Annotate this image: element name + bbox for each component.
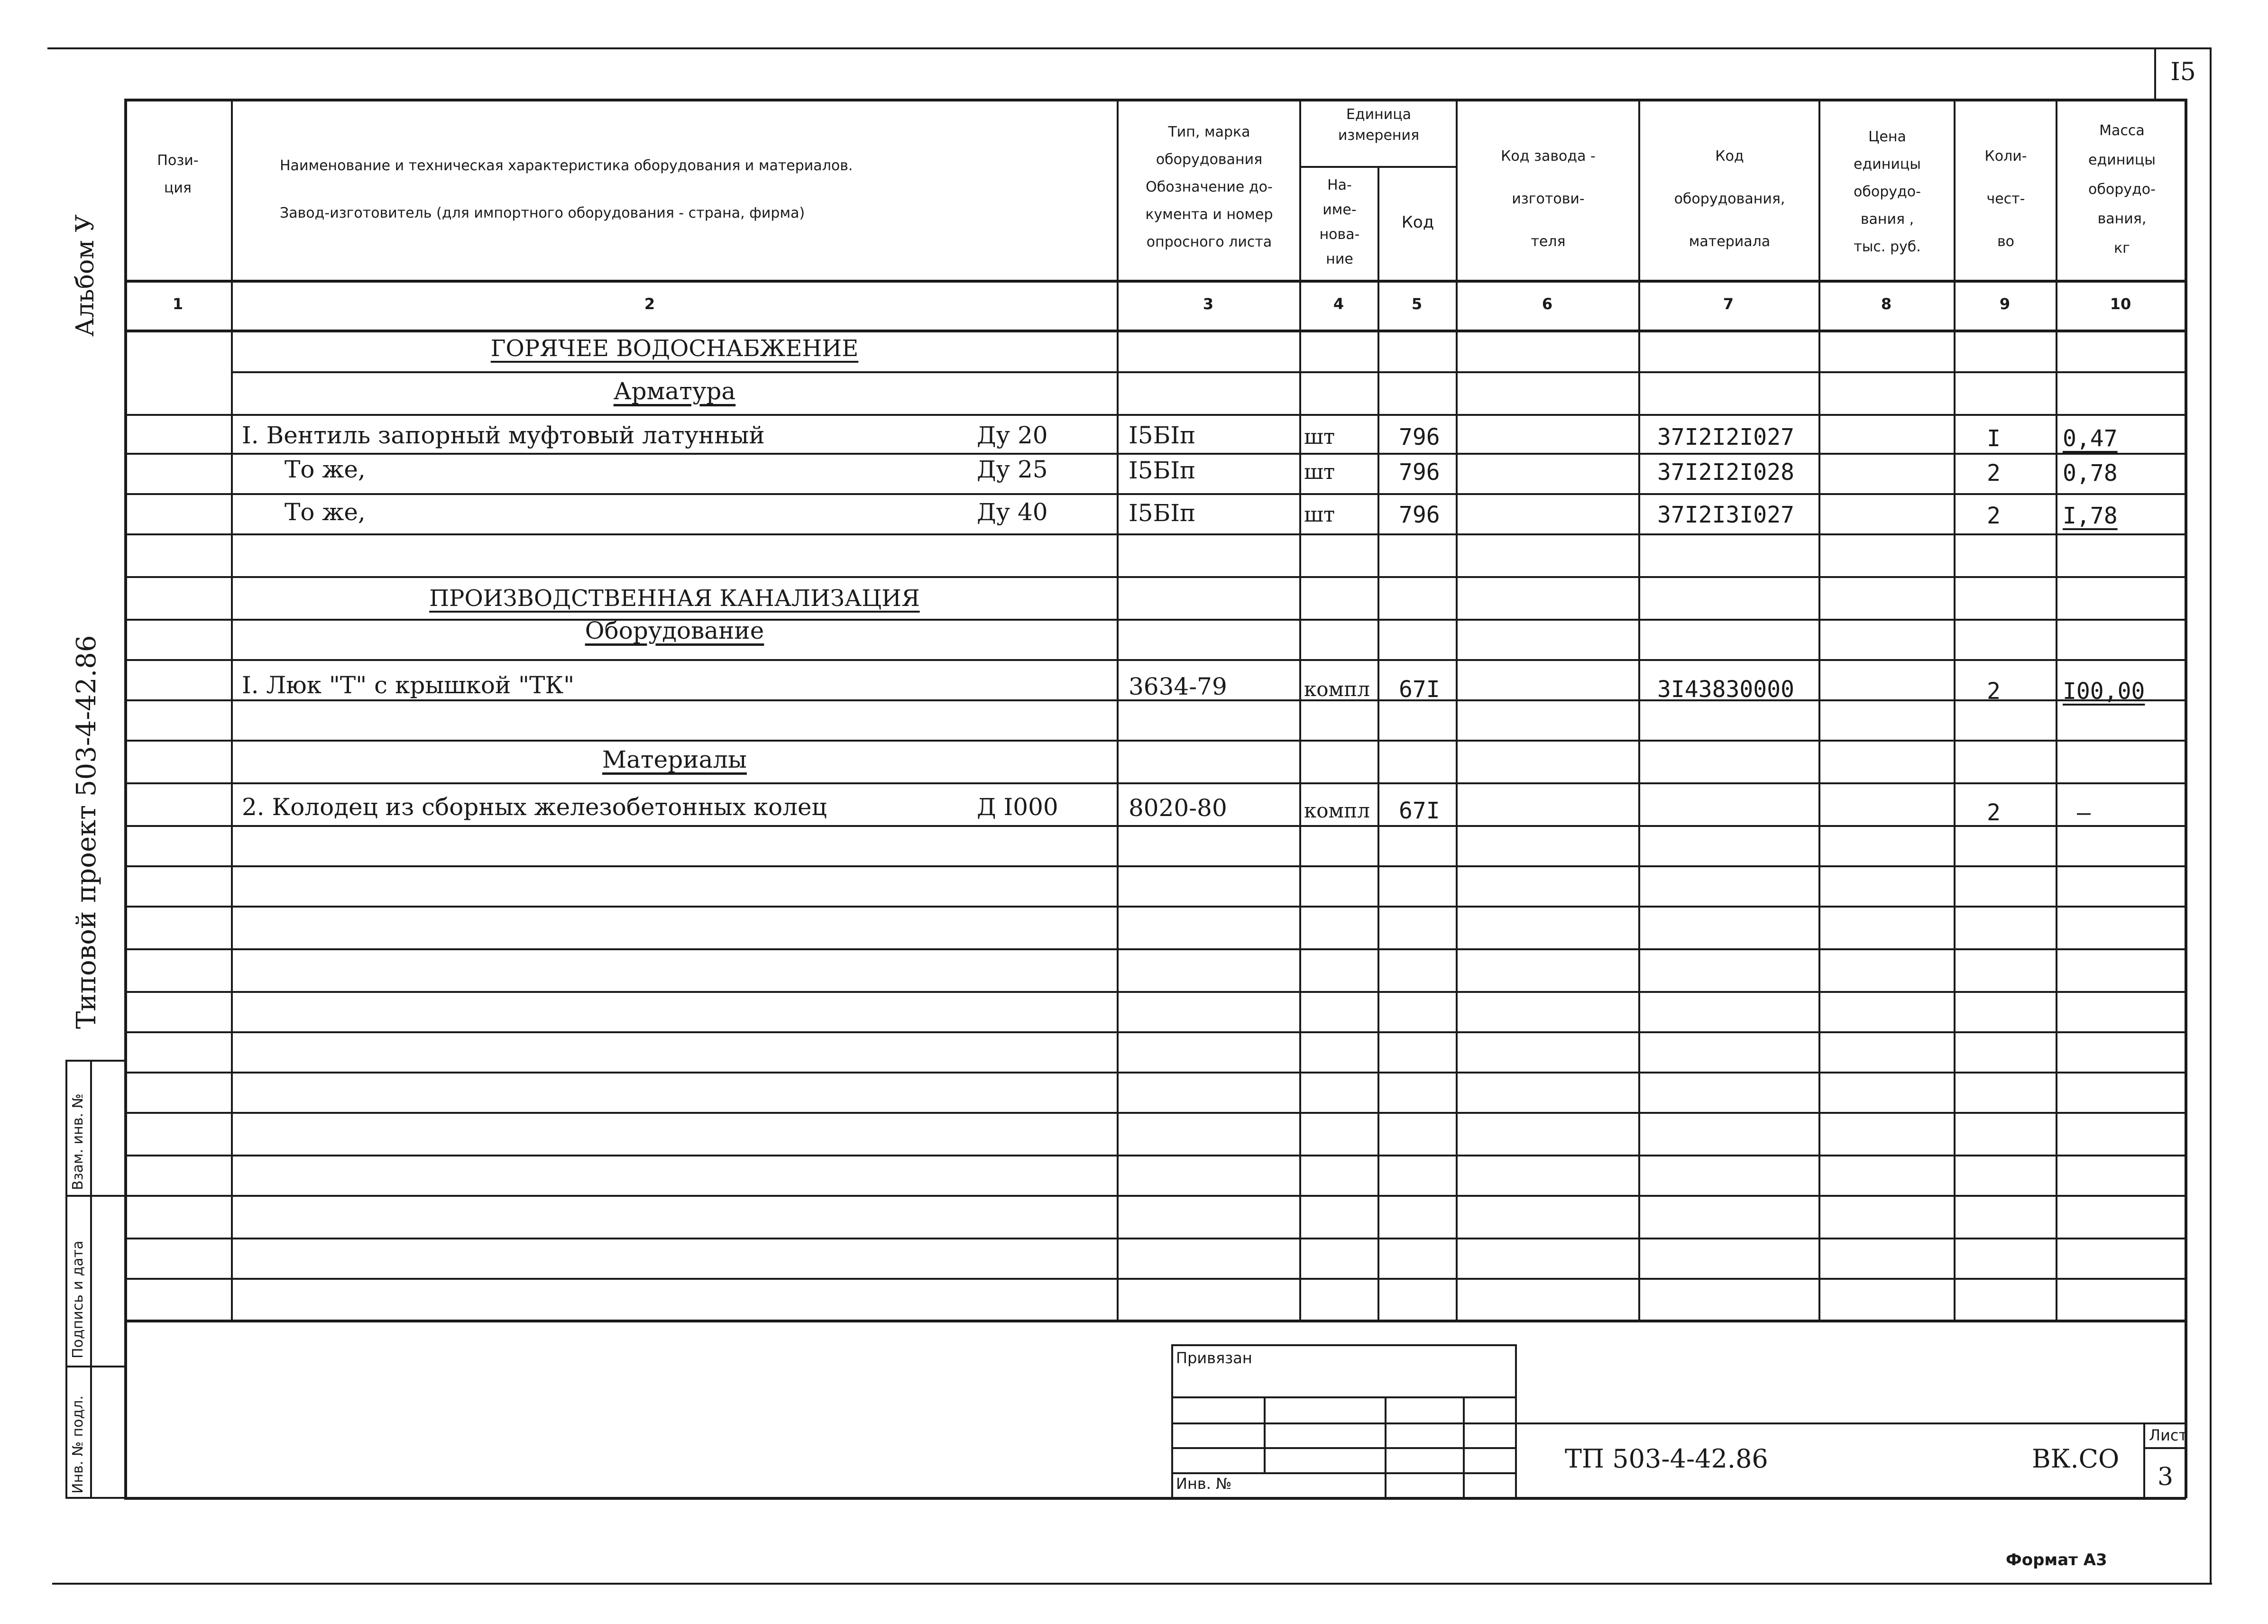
stamp-doc-code: ТП 503-4-42.86 bbox=[1565, 1444, 1768, 1474]
row3-type: I5БIп bbox=[1129, 499, 1196, 527]
row2-equip-code: 37I2I2I028 bbox=[1657, 459, 1794, 486]
row3-unit: шт bbox=[1304, 503, 1335, 527]
row-line bbox=[124, 948, 2185, 950]
side-project: Типовой проект 503-4-42.86 bbox=[71, 635, 102, 1029]
row5-type: 8020-80 bbox=[1129, 794, 1227, 822]
format-label: Формат А3 bbox=[2006, 1551, 2107, 1569]
colnum-9: 9 bbox=[1999, 295, 2011, 313]
side-box-inv-orig: Инв. № подл. bbox=[70, 1395, 86, 1494]
section-materials: Материалы bbox=[602, 746, 747, 773]
side-box-line bbox=[65, 1060, 125, 1062]
top-trim-line bbox=[47, 47, 2210, 49]
row-line bbox=[124, 453, 2185, 455]
row4-name: I. Люк "Т" с крышкой "ТК" bbox=[242, 671, 575, 699]
row5-mass: – bbox=[2077, 799, 2091, 826]
row3-name: То же, bbox=[285, 498, 366, 526]
stamp-top bbox=[1171, 1344, 1515, 1346]
colnum-8: 8 bbox=[1881, 295, 1892, 313]
row2-qty: 2 bbox=[1987, 460, 2001, 486]
stamp-sheet-split bbox=[2143, 1447, 2185, 1449]
stamp-mark: ВК.СО bbox=[2032, 1444, 2120, 1474]
right-trim-line bbox=[2210, 47, 2212, 1584]
row-line bbox=[124, 991, 2185, 993]
colnum-3: 3 bbox=[1203, 295, 1214, 313]
table-right-border bbox=[2185, 99, 2187, 1498]
header-unit-name: На- име- нова- ние bbox=[1319, 177, 1360, 267]
row1-qty: I bbox=[1987, 425, 2001, 452]
row-line bbox=[124, 782, 2185, 784]
side-box-signature: Подпись и дата bbox=[70, 1240, 86, 1358]
header-position: Пози- ция bbox=[157, 152, 199, 196]
section-sewer: ПРОИЗВОДСТВЕННАЯ КАНАЛИЗАЦИЯ bbox=[429, 585, 920, 612]
row1-type: I5БIп bbox=[1129, 422, 1196, 449]
row1-equip-code: 37I2I2I027 bbox=[1657, 424, 1794, 450]
colnum-6: 6 bbox=[1542, 295, 1553, 313]
col-divider-4 bbox=[1377, 166, 1379, 1320]
colnum-1: 1 bbox=[172, 295, 184, 313]
section-equipment: Оборудование bbox=[585, 617, 764, 644]
row-line bbox=[124, 740, 2185, 742]
colnum-4: 4 bbox=[1333, 295, 1344, 313]
row2-unit: шт bbox=[1304, 460, 1335, 484]
row-line bbox=[124, 1072, 2185, 1073]
row2-name: То же, bbox=[285, 456, 366, 483]
header-mass: Масса единицы оборудо- вания, кг bbox=[2088, 122, 2156, 257]
row-line bbox=[124, 906, 2185, 908]
section-fittings: Арматура bbox=[613, 377, 736, 405]
row-line bbox=[124, 1238, 2185, 1239]
unit-header-split bbox=[1299, 166, 1456, 168]
row-line bbox=[124, 533, 2185, 535]
side-box-mid bbox=[90, 1060, 92, 1498]
stamp-main-top bbox=[1515, 1422, 2185, 1424]
row-line bbox=[124, 493, 2185, 495]
colnum-10: 10 bbox=[2110, 295, 2131, 313]
row2-unit-code: 796 bbox=[1399, 459, 1440, 486]
stamp-sheet-label: Лист bbox=[2149, 1426, 2188, 1444]
header-equipment-code: Код оборудования, материала bbox=[1674, 148, 1785, 250]
stamp-grid-col bbox=[1264, 1396, 1266, 1472]
row4-type: 3634-79 bbox=[1129, 673, 1227, 700]
row3-unit-code: 796 bbox=[1399, 502, 1440, 528]
side-box-left bbox=[65, 1060, 67, 1498]
header-type: Тип, марка оборудования Обозначение до- кумента и номер опросного листа bbox=[1145, 124, 1273, 250]
row-line bbox=[124, 659, 2185, 661]
colnum-5: 5 bbox=[1411, 295, 1423, 313]
row-line bbox=[124, 576, 2185, 578]
row5-unit: компл bbox=[1304, 799, 1370, 822]
header-bottom-line bbox=[124, 280, 2186, 283]
row2-size: Ду 25 bbox=[977, 456, 1048, 483]
side-box-inv-replace: Взам. инв. № bbox=[70, 1093, 86, 1190]
side-box-line bbox=[65, 1497, 125, 1499]
row5-unit-code: 67I bbox=[1399, 798, 1440, 824]
table-bottom-border bbox=[124, 1497, 2186, 1500]
body-bottom-line bbox=[124, 1320, 2185, 1322]
header-unit: Единица измерения bbox=[1338, 106, 1420, 144]
stamp-grid-col bbox=[1385, 1396, 1387, 1497]
row4-unit: компл bbox=[1304, 678, 1370, 701]
row-line bbox=[124, 1112, 2185, 1114]
side-box-line bbox=[65, 1366, 125, 1367]
row-line bbox=[124, 865, 2185, 867]
corner-box-left bbox=[2154, 47, 2156, 101]
stamp-sheet-number: 3 bbox=[2158, 1463, 2174, 1491]
row4-equip-code: 3I43830000 bbox=[1657, 676, 1794, 703]
row3-equip-code: 37I2I3I027 bbox=[1657, 502, 1794, 528]
header-price: Цена единицы оборудо- вания , тыс. руб. bbox=[1854, 128, 1921, 255]
row1-size: Ду 20 bbox=[977, 422, 1048, 449]
header-factory-code: Код завода - изготови- теля bbox=[1501, 148, 1596, 250]
row-line bbox=[124, 1195, 2185, 1197]
row5-qty: 2 bbox=[1987, 799, 2001, 826]
row3-qty: 2 bbox=[1987, 503, 2001, 529]
row-line bbox=[124, 414, 2185, 416]
row1-name: I. Вентиль запорный муфтовый латунный bbox=[242, 422, 765, 449]
side-album: Альбом У bbox=[71, 214, 100, 337]
table-top-border bbox=[124, 99, 2186, 101]
row4-unit-code: 67I bbox=[1399, 676, 1440, 703]
colnum-bottom-line bbox=[124, 330, 2186, 332]
header-unit-code: Код bbox=[1401, 213, 1434, 232]
row3-mass: I,78 bbox=[2063, 503, 2118, 529]
row5-size: Д I000 bbox=[977, 793, 1058, 821]
colnum-7: 7 bbox=[1723, 295, 1734, 313]
row1-unit: шт bbox=[1304, 425, 1335, 449]
row-line bbox=[231, 371, 2185, 373]
stamp-privyazan: Привязан bbox=[1176, 1349, 1252, 1367]
row2-mass: 0,78 bbox=[2063, 460, 2118, 486]
corner-sheet-number: I5 bbox=[2170, 58, 2196, 86]
row2-type: I5БIп bbox=[1129, 457, 1196, 484]
row4-qty: 2 bbox=[1987, 678, 2001, 705]
stamp-inv-no: Инв. № bbox=[1176, 1475, 1232, 1493]
stamp-grid-col bbox=[1463, 1396, 1465, 1497]
section-hot-water: ГОРЯЧЕЕ ВОДОСНАБЖЕНИЕ bbox=[490, 335, 859, 362]
bottom-trim-line bbox=[52, 1583, 2212, 1585]
row-line bbox=[124, 825, 2185, 827]
row1-mass: 0,47 bbox=[2063, 425, 2118, 452]
row5-name: 2. Колодец из сборных железобетонных колец bbox=[242, 793, 827, 821]
row-line bbox=[124, 1031, 2185, 1033]
stamp-sheet-divider bbox=[2143, 1422, 2145, 1497]
header-quantity: Коли- чест- во bbox=[1984, 148, 2027, 250]
header-name: Наименование и техническая характеристика оборудования и материалов. Завод-изготовитель (для импортного оборудования - страна, фирма) bbox=[280, 157, 853, 221]
row-line bbox=[124, 1278, 2185, 1280]
row1-unit-code: 796 bbox=[1399, 424, 1440, 450]
side-box-line bbox=[65, 1195, 125, 1197]
row4-mass: I00,00 bbox=[2063, 678, 2145, 705]
stamp-right bbox=[1515, 1344, 1517, 1497]
row-line bbox=[124, 1155, 2185, 1156]
colnum-2: 2 bbox=[644, 295, 655, 313]
table-left-border bbox=[124, 99, 127, 1498]
row3-size: Ду 40 bbox=[977, 498, 1048, 526]
